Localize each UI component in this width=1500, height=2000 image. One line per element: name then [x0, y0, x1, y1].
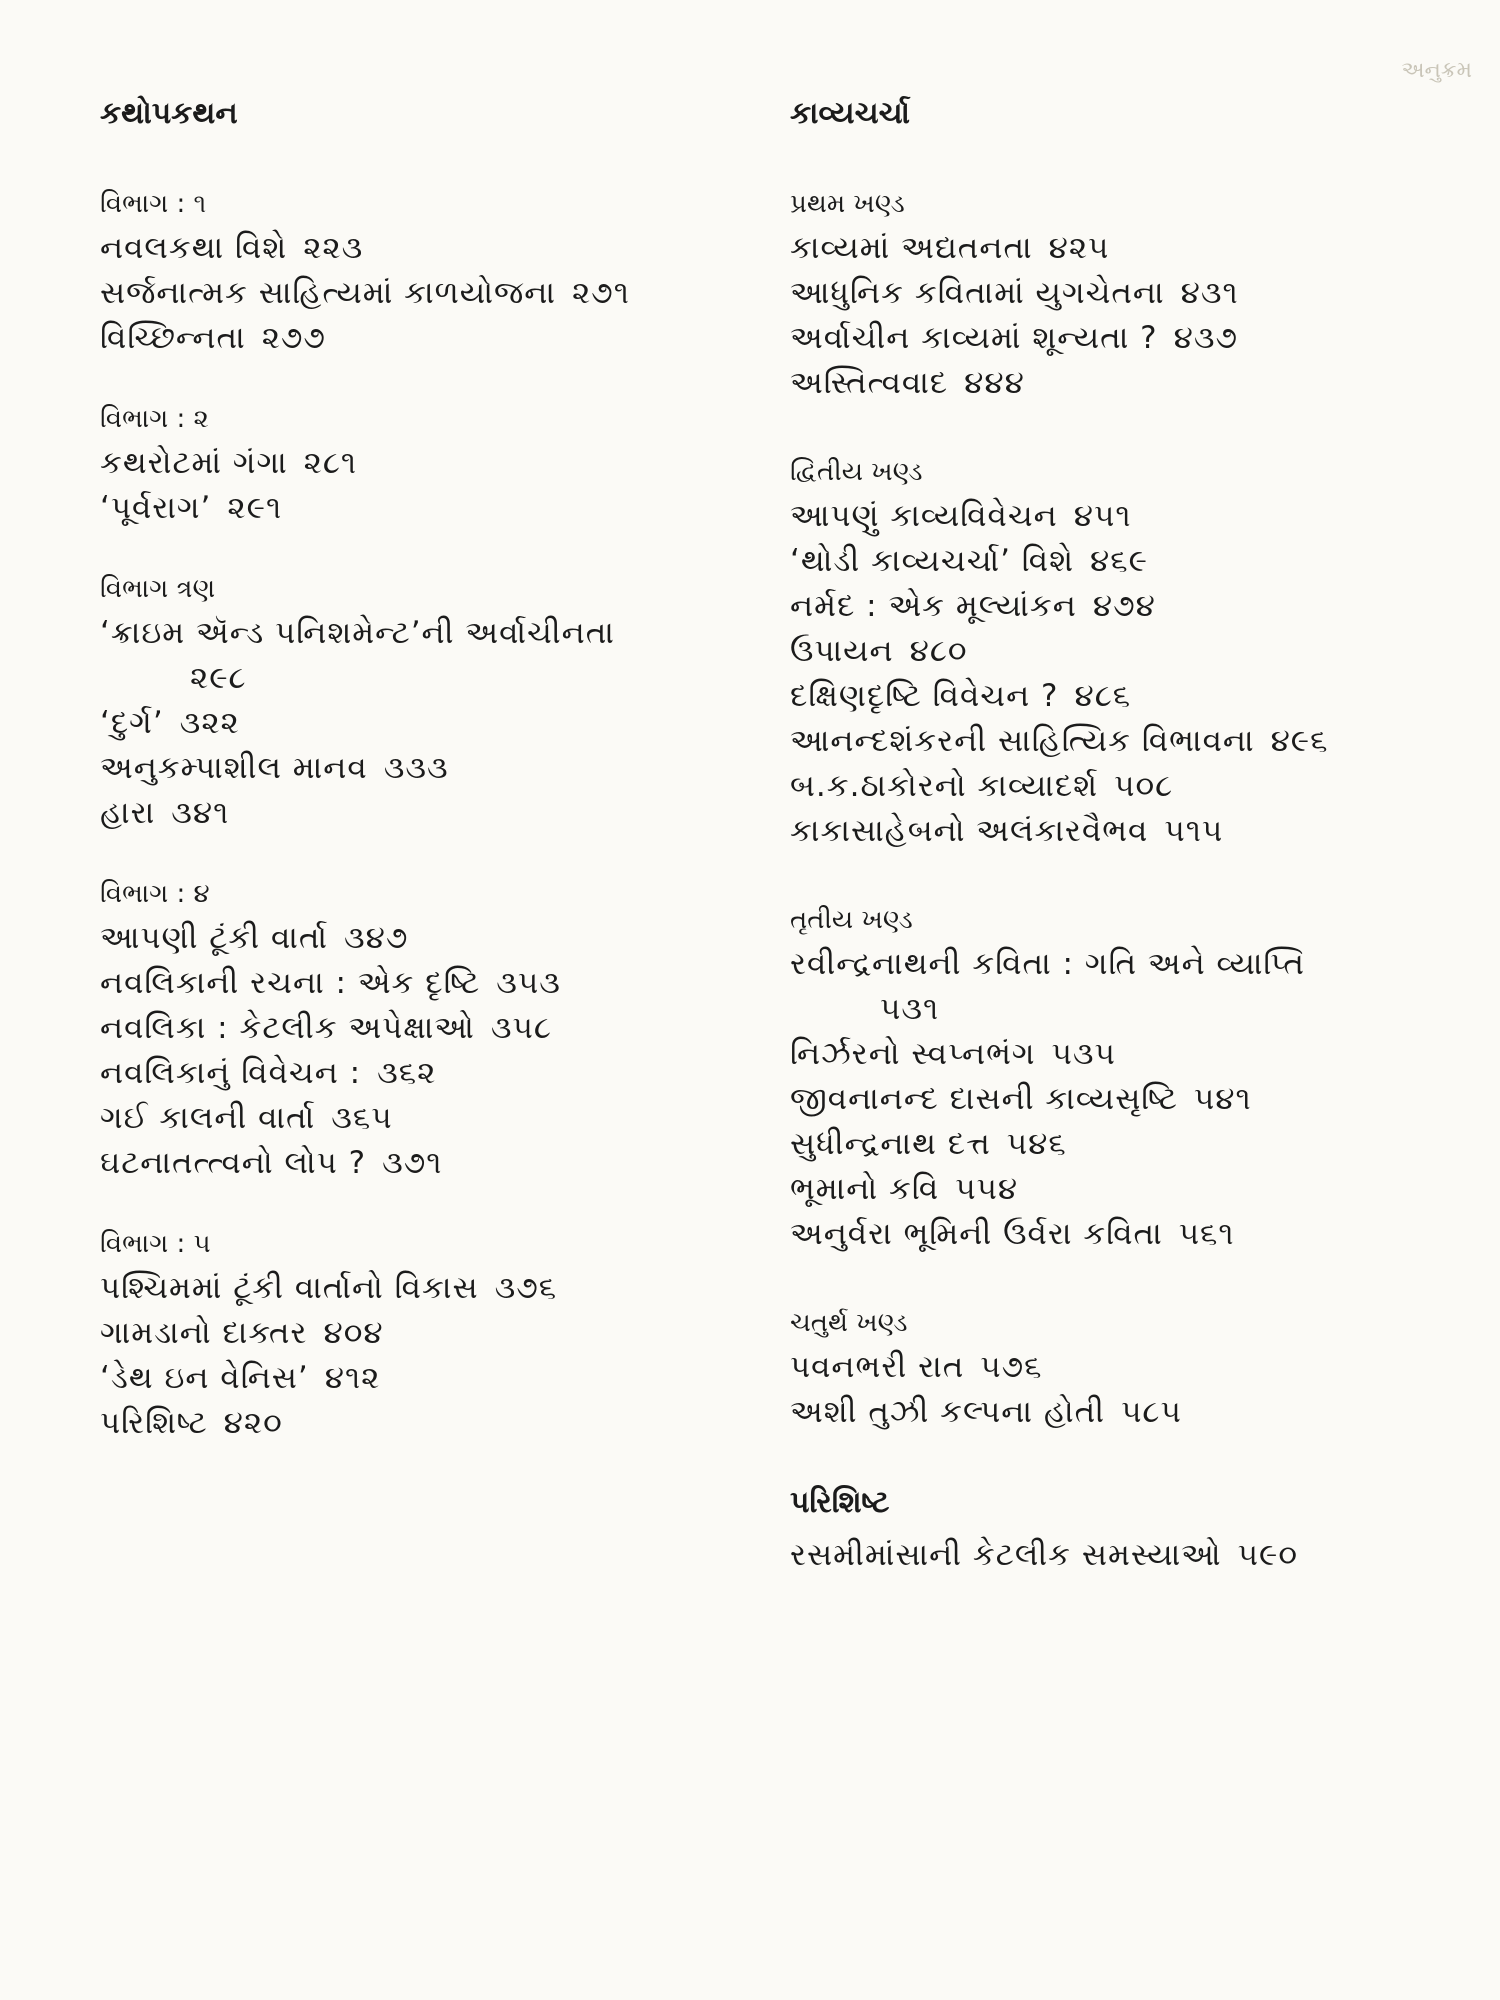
toc-entry	[790, 809, 1470, 854]
entry-page-number: ૨૮૧	[303, 445, 358, 481]
contents-section	[790, 902, 1470, 1257]
toc-entry	[790, 719, 1470, 764]
left-column	[100, 94, 760, 1486]
entry-page-number: ૫૬૧	[1178, 1216, 1235, 1252]
entry-title: ‘દુર્ગ’	[100, 705, 164, 741]
entry-title: નવલકથા વિશે	[100, 230, 288, 266]
section-label: પ્રથમ ખણ્ડ	[790, 189, 905, 219]
toc-entry	[100, 1006, 760, 1051]
entry-title: ‘થોડી કાવ્યચર્ચા’ વિશે	[790, 543, 1075, 579]
entry-page-number: ૫૯૦	[1237, 1537, 1299, 1573]
entry-page-number: ૫૧૫	[1164, 813, 1224, 849]
entry-title: પશ્ચિમમાં ટૂંકી વાર્તાનો વિકાસ	[100, 1270, 479, 1306]
toc-entry	[790, 1122, 1470, 1167]
contents-section	[100, 876, 760, 1186]
toc-entry	[100, 1311, 760, 1356]
entry-title: ‘ક્રાઇમ ઍન્ડ પનિશમેન્ટ’ની અર્વાચીનતા	[100, 615, 615, 651]
entry-title: અનુર્વરા ભૂમિની ઉર્વરા કવિતા	[790, 1216, 1163, 1252]
toc-entry	[100, 701, 760, 746]
entry-page-number: ૪૬૯	[1090, 543, 1148, 579]
entry-title: ઉપાયન	[790, 633, 894, 669]
entry-page-number: ૨૭૭	[261, 320, 326, 356]
entry-page-number: ૫૮૫	[1121, 1394, 1182, 1430]
entry-title: નિર્ઝરનો સ્વપ્નભંગ	[790, 1036, 1036, 1072]
toc-entry	[100, 1141, 760, 1186]
section-heading-kavyacharcha: કાવ્યચર્ચા	[790, 96, 910, 131]
entry-page-number: ૪૪૪	[964, 365, 1025, 401]
entry-title: ‘પૂર્વરાગ’	[100, 490, 212, 526]
entry-page-number: ૪૫૧	[1073, 498, 1132, 534]
toc-entry	[100, 486, 760, 531]
entry-title: ‘ડેથ ઇન વેનિસ’	[100, 1360, 309, 1396]
entry-title: પવનભરી રાત	[790, 1349, 965, 1385]
toc-entry	[100, 1356, 760, 1401]
entry-page-number: ૩૨૨	[179, 705, 240, 741]
entry-title: ગામડાનો દાક્તર	[100, 1315, 308, 1351]
toc-entry	[100, 1096, 760, 1141]
entry-title: નર્મદ : એક મૂલ્યાંકન	[790, 588, 1077, 624]
entry-page-number: ૫૭૬	[980, 1349, 1043, 1385]
appendix-heading: પરિશિષ્ટ	[790, 1485, 890, 1520]
entry-page-number: ૨૯૧	[227, 490, 283, 526]
entry-page-number: ૩૪૧	[171, 795, 230, 831]
entry-title: આધુનિક કવિતામાં યુગચેતના	[790, 275, 1165, 311]
entry-title: ભૂમાનો કવિ	[790, 1171, 940, 1207]
contents-section	[100, 401, 760, 531]
entry-title: પરિશિષ્ટ	[100, 1405, 208, 1441]
entry-title: રવીન્દ્રનાથની કવિતા : ગતિ અને વ્યાપ્તિ	[790, 946, 1305, 982]
entry-page-number: ૨૭૧	[571, 275, 630, 311]
entry-page-number: ૩૭૬	[494, 1270, 558, 1306]
contents-section	[100, 1226, 760, 1446]
toc-entry	[790, 1345, 1470, 1390]
toc-entry	[790, 1032, 1470, 1077]
toc-entry	[790, 1077, 1470, 1122]
entry-title: વિચ્છિન્નતા	[100, 320, 246, 356]
entry-title: કથરોટમાં ગંગા	[100, 445, 288, 481]
entry-title: નવલિકા : કેટલીક અપેક્ષાઓ	[100, 1010, 475, 1046]
entry-page-number: ૪૯૬	[1270, 723, 1329, 759]
entry-title: આનન્દશંકરની સાહિત્યિક વિભાવના	[790, 723, 1255, 759]
section-heading-kathopakathan: કથોપકથન	[100, 96, 238, 131]
toc-entry	[790, 271, 1470, 316]
entry-title: રસમીમાંસાની કેટલીક સમસ્યાઓ	[790, 1537, 1222, 1573]
toc-entry	[100, 791, 760, 836]
entry-page-number: ૩૭૧	[382, 1145, 443, 1181]
section-label: ચતુર્થ ખણ્ડ	[790, 1308, 908, 1338]
toc-entry	[100, 441, 760, 486]
entry-page-number: ૪૩૭	[1173, 320, 1239, 356]
entry-page-number: ૪૭૪	[1092, 588, 1156, 624]
section-label: વિભાગ : ૧	[100, 189, 207, 219]
toc-entry	[100, 271, 760, 316]
entry-page-number: ૪૮૦	[909, 633, 968, 669]
toc-entry	[790, 226, 1470, 271]
entry-page-number: ૪૮૬	[1074, 678, 1132, 714]
entry-title: ગઈ કાલની વાર્તા	[100, 1100, 316, 1136]
right-sections	[790, 186, 1470, 1435]
entry-title: સર્જનાત્મક સાહિત્યમાં કાળયોજના	[100, 275, 556, 311]
contents-section	[790, 186, 1470, 406]
section-label: વિભાગ ત્રણ	[100, 574, 216, 604]
toc-entry	[790, 764, 1470, 809]
section-label: તૃતીય ખણ્ડ	[790, 905, 913, 935]
entry-title: અશી તુઝી કલ્પના હોતી	[790, 1394, 1106, 1430]
contents-section	[100, 186, 760, 361]
entry-title: કાવ્યમાં અદ્યતનતા	[790, 230, 1033, 266]
toc-entry	[790, 1212, 1470, 1257]
entry-page-number: ૪૦૪	[323, 1315, 384, 1351]
toc-entry	[790, 1390, 1470, 1435]
section-label: વિભાગ : ૫	[100, 1229, 211, 1259]
contents-section	[790, 454, 1470, 854]
entry-title: અસ્તિત્વવાદ	[790, 365, 949, 401]
entry-title: ઘટનાતત્ત્વનો લોપ ?	[100, 1145, 367, 1181]
entry-title: સુધીન્દ્રનાથ દત્ત	[790, 1126, 991, 1162]
entry-title: આપણી ટૂંકી વાર્તા	[100, 920, 329, 956]
toc-entry	[790, 316, 1470, 361]
entry-page-number: ૩૪૭	[344, 920, 409, 956]
entry-title: આપણું કાવ્યવિવેચન	[790, 498, 1058, 534]
toc-entry	[100, 226, 760, 271]
section-label: દ્વિતીય ખણ્ડ	[790, 457, 923, 487]
entry-page-number: ૩૩૩	[383, 750, 449, 786]
entry-page-number: ૫૦૮	[1114, 768, 1174, 804]
entry-page-number: ૩૬૨	[377, 1055, 437, 1091]
entry-page-number: ૪૩૧	[1180, 275, 1239, 311]
contents-section	[100, 571, 760, 836]
toc-entry	[790, 1533, 1470, 1578]
section-label: વિભાગ : ૪	[100, 879, 210, 909]
entry-title: હારા	[100, 795, 156, 831]
entry-page-number: ૪૧૨	[324, 1360, 381, 1396]
toc-entry	[100, 611, 760, 701]
entry-page-number: ૪૨૦	[223, 1405, 283, 1441]
toc-entry	[100, 1401, 760, 1446]
toc-entry	[100, 961, 760, 1006]
entry-page-number: ૫૪૬	[1006, 1126, 1067, 1162]
entry-page-number: ૩૫૮	[490, 1010, 552, 1046]
appendix-entries	[790, 1533, 1470, 1578]
toc-entry	[790, 1167, 1470, 1212]
toc-entry	[790, 539, 1470, 584]
entry-title: નવલિકાનું વિવેચન :	[100, 1055, 362, 1091]
toc-entry	[790, 361, 1470, 406]
entry-page-number: ૫૫૪	[955, 1171, 1019, 1207]
contents-section	[790, 1305, 1470, 1435]
entry-page-number: ૨૨૩	[303, 230, 364, 266]
entry-title: નવલિકાની રચના : એક દૃષ્ટિ	[100, 965, 481, 1001]
toc-entry	[100, 916, 760, 961]
entry-title: જીવનાનન્દ દાસની કાવ્યસૃષ્ટિ	[790, 1081, 1178, 1117]
toc-entry	[100, 746, 760, 791]
entry-title: કાકાસાહેબનો અલંકારવૈભવ	[790, 813, 1149, 849]
right-column	[790, 94, 1470, 1578]
left-sections	[100, 186, 760, 1446]
entry-page-number: ૩૫૩	[496, 965, 561, 1001]
toc-entry	[790, 494, 1470, 539]
entry-title: અનુકમ્પાશીલ માનવ	[100, 750, 368, 786]
entry-page-number: ૩૬૫	[331, 1100, 393, 1136]
entry-page-number: ૫૪૧	[1193, 1081, 1252, 1117]
entry-title: દક્ષિણદૃષ્ટિ વિવેચન ?	[790, 678, 1059, 714]
toc-entry	[100, 1266, 760, 1311]
section-label: વિભાગ : ૨	[100, 404, 209, 434]
toc-entry	[790, 584, 1470, 629]
entry-title: અર્વાચીન કાવ્યમાં શૂન્યતા ?	[790, 320, 1158, 356]
toc-entry	[790, 629, 1470, 674]
entry-page-number: ૫૩૧	[880, 991, 940, 1027]
running-header: અનુક્રમ	[1401, 58, 1472, 83]
toc-entry	[790, 674, 1470, 719]
toc-entry	[100, 316, 760, 361]
toc-entry	[790, 942, 1470, 1032]
entry-page-number: ૨૯૮	[190, 660, 247, 696]
entry-title: બ.ક.ઠાકોરનો કાવ્યાદર્શ	[790, 768, 1099, 804]
entry-page-number: ૫૩૫	[1051, 1036, 1116, 1072]
toc-entry	[100, 1051, 760, 1096]
entry-page-number: ૪૨૫	[1048, 230, 1110, 266]
